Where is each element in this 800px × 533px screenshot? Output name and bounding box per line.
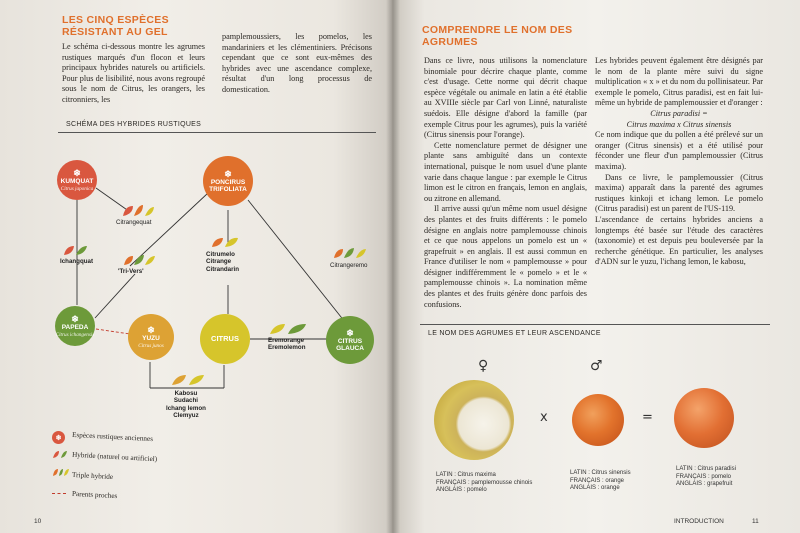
fruit3-fr: FRANÇAIS : pomelo [676,473,732,480]
legend-hybrid: Hybride (naturel ou artificiel) [71,450,158,464]
right-col2 [595,56,763,268]
snowflake-icon: ❄ [346,327,354,338]
label-citrange: Citrange [206,258,232,266]
node-glauca: ❄ CITRUS GLAUCA [326,316,374,364]
figure-title: LE NOM DES AGRUMES ET LEUR ASCENDANCE [428,330,601,337]
figure-rule [420,324,770,325]
fruit1-latin: LATIN : Citrus maxima [436,472,496,478]
legend-species: Espèces rustiques anciennes [71,430,154,444]
label-kabosu: Kabosu [174,390,198,397]
node-yuzu: ❄ YUZU Citrus junos [128,314,174,360]
leaf-hybrid-icon [268,322,308,335]
right-page [392,0,800,533]
grapefruit-image [674,388,734,448]
orange-image [572,394,624,446]
right-col2-p4: L'ascendance de certains hybrides anciens a longtemps été basée sur l'étude des caractères (taxonomie) et est depuis peu bouleversée par la recherche génétique. En particulier, les analyses d'ADN sur le yuzu, l'ichang lemon, le kabosu, [595,214,763,267]
leaf-hybrid-icon [170,373,206,386]
line-papeda-trivers [95,274,135,318]
right-heading: COMPRENDRE LE NOM DES AGRUMES [422,24,573,48]
label-sudachi: Sudachi [173,397,198,405]
fruit1-en: ANGLAIS : pomelo [436,487,487,494]
node-papeda: ❄ PAPEDA Citrus ichangensis [55,306,95,346]
fruit3-en: ANGLAIS : grapefruit [676,481,733,488]
fruit3-latin: LATIN : Citrus paradisi [676,466,736,472]
fruit1-fr: FRANÇAIS : pamplemousse chinois [436,479,533,486]
right-col1-p2: Cette nomenclature permet de désigner une plante sans ambiguïté dans un contexte international, puisque le nom usuel d'une plante varie dans chaque langue : par exemple le Citrus limon est le citron en français, lemon en anglais, ou zitrone en allemand. [424,140,587,203]
label-citrangeremo: Citrangeremo [330,262,368,269]
fruit2-fr: FRANÇAIS : orange [570,477,625,484]
label-eremolemon: Eremolemon [268,344,306,352]
legend-triple-icon [52,468,70,477]
label-group-eremo [268,337,305,352]
snowflake-icon: ❄ [71,314,79,325]
leaf-hybrid-icon [62,244,88,256]
node-poncirus: ❄ PONCIRUS TRIFOLIATA [203,156,253,206]
label-eremorange: Eremorange [268,337,305,344]
label-trivers: 'Tri-Vers' [118,268,144,275]
snowflake-icon: ❄ [55,434,62,442]
label-group-citrumelo [206,251,239,273]
leaf-hybrid-icon [332,247,368,259]
label-ichangquat: Ichangquat [60,258,94,265]
label-ichang-lemon: Ichang lemon [166,404,206,412]
legend-close-icon [52,493,66,494]
label-citrangequat: Citrangequat [116,219,152,226]
formula-line2: Citrus maxima x Citrus sinensis [626,119,732,129]
fruit3-caption [676,466,736,489]
legend-species-icon [52,431,65,444]
male-icon: ♂ [590,358,603,374]
right-col2-p3: Dans ce livre, le pamplemoussier (Citrus maxima) apparaît dans la parenté des agrumes rustiques kinkoji et ichang lemon. Le pomelo (Citrus paradisi) est un parent de l'US-119. [595,172,763,214]
line-poncirus-glauca [248,200,345,322]
footer-label: INTRODUCTION [674,518,724,525]
times-icon: x [540,410,548,425]
leaf-hybrid-icon [122,254,156,266]
equals-icon: = [642,410,653,425]
snowflake-icon: ❄ [224,168,232,179]
left-page-number: 10 [34,518,42,525]
left-heading: LES CINQ ESPÈCES RÉSISTANT AU GEL [62,14,169,38]
right-page-number: 11 [752,518,759,525]
right-col1-p1: Dans ce livre, nous utilisons la nomenclature binomiale pour décrire chaque plante, comme c'est d'usage. Cette norme qui décrit chaque espèce végétale ou animale en latin a été établie au XVIIIe siècle par Carl von Linné, naturaliste suédois. Elle désigne d'abord la famille (par exemple Citrus pour les agrumes), puis la variété (Citrus sinensis pour l'orange). [424,56,587,140]
pomelo-cut-image [434,380,514,460]
line-papeda-yuzu [96,329,130,334]
node-citrus: CITRUS [200,314,250,364]
right-col2-p1: Les hybrides peuvent également être désignés par le nom de la plante mère suivi du signe multiplication « x » et du nom du pollinisateur. Par exemple le pomelo, Citrus paradisi, est en fait lui-même un hybride de pamplemoussier et d'oranger : [595,56,763,108]
fruit1-caption [436,472,532,495]
fruit2-caption [570,470,631,493]
label-citrumelo: Citrumelo [206,251,235,258]
snowflake-icon: ❄ [147,325,155,336]
legend-triple: Triple hybride [71,470,114,482]
formula-line1: Citrus paradisi = [650,108,708,118]
legend-close: Parents proches [71,489,118,501]
fruit2-en: ANGLAIS : orange [570,485,620,492]
leaf-hybrid-icon [121,204,155,218]
right-col1 [424,56,587,310]
left-intro-col1: Le schéma ci-dessous montre les agrumes rustiques marqués d'un flocon et leurs principaux hybrides naturels ou artificiels. Pour plus de lisibilité, nous avons regroupé sous le nom de Citrus, les orangers, les citronniers, les [62,42,205,104]
schema-title: SCHÉMA DES HYBRIDES RUSTIQUES [66,121,202,128]
right-col1-p3: Il arrive aussi qu'un même nom usuel désigne des plantes et des fruits différents : le pomelo désigne en anglais notre pamplemousse chinois et ce que nous appelons un pomelo est un « grapefruit » en anglais. Il est aussi commun en France d'utiliser le nom « pamplemousse » pour désigner indifféremment le « pomelo » et le « pamplemousse chinois ». La nomination même des plantes et des fruits génère donc parfois des confusions. [424,204,587,309]
book-gutter [386,0,400,533]
legend-hybrid-icon [52,450,68,459]
label-group-kabosu [166,390,206,420]
node-kumquat: ❄ KUMQUAT Citrus japonica [57,160,97,200]
label-clemyuz: Clemyuz [173,412,199,420]
label-citrandarin: Citrandarin [206,265,240,273]
left-page [0,0,392,533]
left-intro-col2: pamplemoussiers, les pomelos, les mandariniers et les clémentiniers. Précisons cependant que ce sont eux-mêmes des hybrides avec une ascendance complexe, résultat d'un long processus de domestication. [222,32,372,94]
fruit2-latin: LATIN : Citrus sinensis [570,470,631,476]
snowflake-icon: ❄ [73,168,81,179]
leaf-hybrid-icon [210,236,240,248]
right-col2-p2: Ce nom indique que du pollen a été prélevé sur un oranger (Citrus sinensis) et a été utilisé pour féconder une fleur d'un pamplemoussier (Citrus maxima). [595,130,763,171]
female-icon: ♀ [478,358,489,374]
